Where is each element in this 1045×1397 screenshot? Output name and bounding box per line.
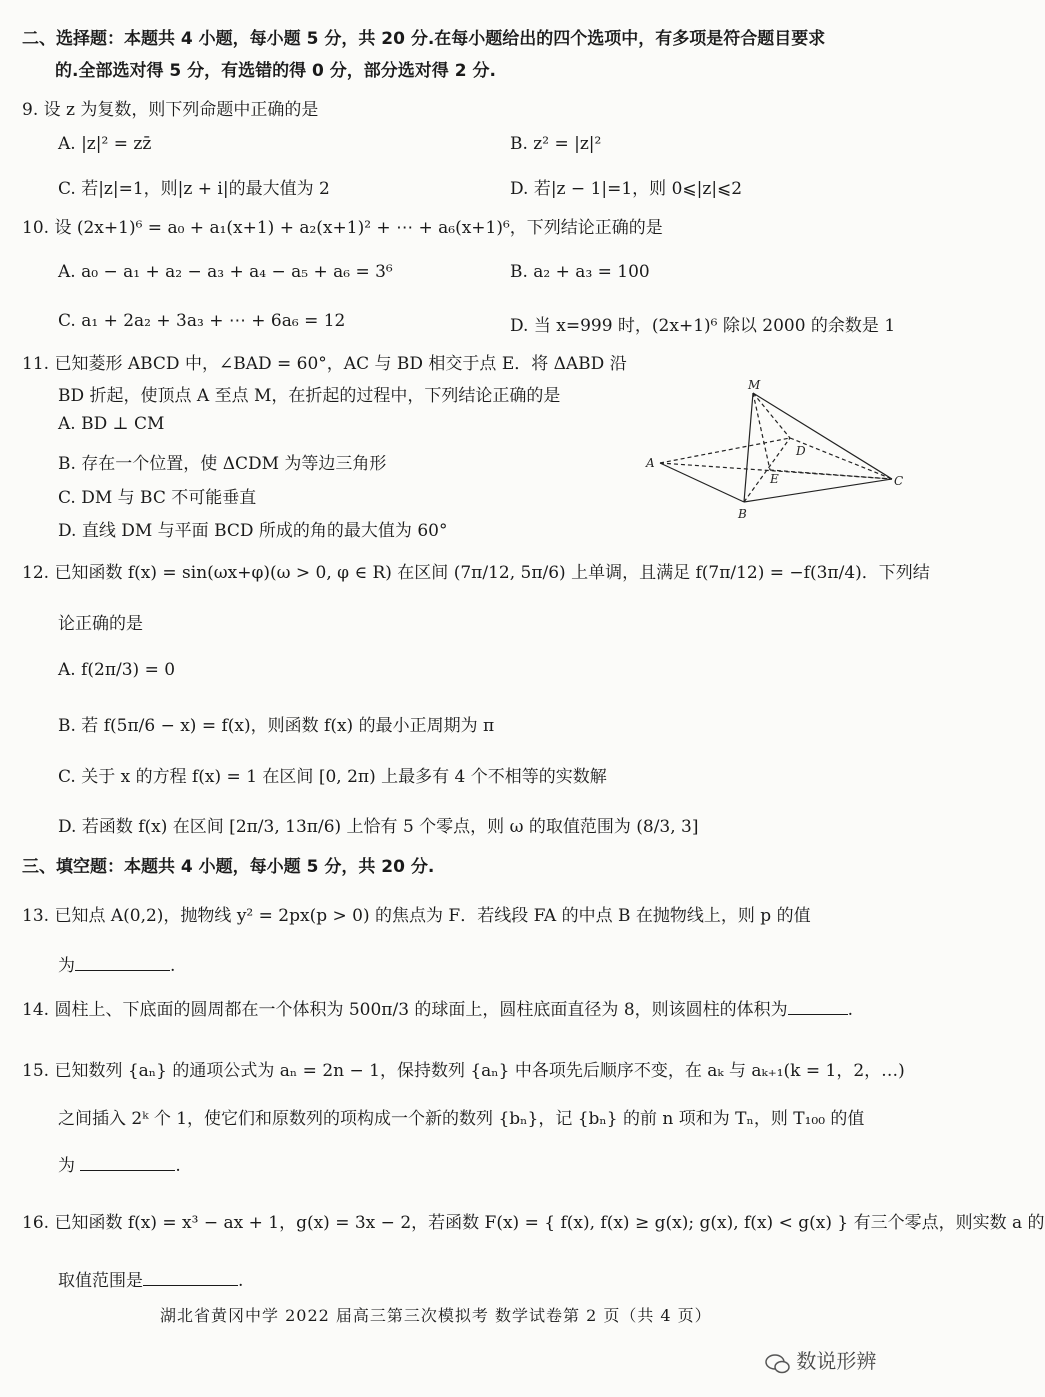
q16-line1: 16. 已知函数 f(x) = x³ − ax + 1，g(x) = 3x − 2，若函数 F(x) = { f(x), f(x) ≥ g(x); g(x), f(x) < g(x) } 有三个零点，则实数 a 的 (22, 1213, 1045, 1233)
q11-stem-line1: 11. 已知菱形 ABCD 中，∠BAD = 60°，AC 与 BD 相交于点 E．将 ΔABD 沿 (22, 354, 627, 374)
q15-line2: 之间插入 2ᵏ 个 1，使它们和原数列的项构成一个新的数列 {bₙ}，记 {bₙ} 的前 n 项和为 Tₙ，则 T₁₀₀ 的值 (58, 1109, 865, 1129)
q12-stem-line2: 论正确的是 (58, 614, 143, 634)
watermark (765, 1345, 876, 1375)
q11-option-a: A. BD ⊥ CM (58, 414, 165, 434)
q15-line3-text: 为 (58, 1156, 75, 1176)
section-2-title-line1: 二、选择题：本题共 4 小题，每小题 5 分，共 20 分.在每小题给出的四个选项中，有多项是符合题目要求 (22, 29, 826, 49)
edge-ad (660, 438, 790, 463)
q11-option-c: C. DM 与 BC 不可能垂直 (58, 488, 257, 508)
label-a: A (646, 456, 655, 470)
q13-line2-text: 为 (58, 956, 75, 976)
label-m: M (748, 378, 761, 392)
q10-stem: 10. 设 (2x+1)⁶ = a₀ + a₁(x+1) + a₂(x+1)² + ⋯ + a₆(x+1)⁶，下列结论正确的是 (22, 218, 663, 238)
page-footer: 湖北省黄冈中学 2022 届高三第三次模拟考 数学试卷第 2 页（共 4 页） (160, 1306, 712, 1325)
q15-line1: 15. 已知数列 {aₙ} 的通项公式为 aₙ = 2n − 1，保持数列 {aₙ} 中各项先后顺序不变，在 aₖ 与 aₖ₊₁(k = 1，2，…) (22, 1061, 905, 1081)
q13-answer-blank[interactable] (75, 956, 170, 971)
wechat-icon (765, 1353, 791, 1375)
q15-line3: 为 . (58, 1156, 181, 1176)
q9-stem: 9. 设 z 为复数，则下列命题中正确的是 (22, 100, 319, 120)
edge-mc (753, 393, 892, 479)
q9-option-a: A. |z|² = zz̄ (58, 134, 152, 154)
q12-stem: 12. 已知函数 f(x) = sin(ωx+φ)(ω > 0, φ ∈ R) 在区间 (7π/12, 5π/6) 上单调，且满足 f(7π/12) = −f(3π/4)．下列结 (22, 563, 930, 583)
q9-option-b: B. z² = |z|² (510, 134, 602, 154)
q16-line2: 取值范围是 . (58, 1271, 244, 1291)
label-e: E (770, 472, 779, 486)
q9-option-c: C. 若|z|=1，则|z + i|的最大值为 2 (58, 179, 330, 199)
q14-text: 14. 圆柱上、下底面的圆周都在一个体积为 500π/3 的球面上，圆柱底面直径为 8，则该圆柱的体积为 (22, 1000, 788, 1020)
label-c: C (894, 474, 904, 488)
edge-me (753, 393, 770, 470)
q10-option-b: B. a₂ + a₃ = 100 (510, 262, 650, 282)
q14-line1: 14. 圆柱上、下底面的圆周都在一个体积为 500π/3 的球面上，圆柱底面直径为 8，则该圆柱的体积为 . (22, 1000, 854, 1020)
q12-option-d: D. 若函数 f(x) 在区间 [2π/3, 13π/6) 上恰有 5 个零点，则 ω 的取值范围为 (8/3, 3] (58, 817, 699, 837)
q12-option-b: B. 若 f(5π/6 − x) = f(x)，则函数 f(x) 的最小正周期为 π (58, 716, 495, 736)
q10-option-c: C. a₁ + 2a₂ + 3a₃ + ⋯ + 6a₆ = 12 (58, 311, 346, 331)
q11-stem-line2: BD 折起，使顶点 A 至点 M，在折起的过程中，下列结论正确的是 (58, 386, 561, 406)
edge-ab (660, 463, 744, 502)
label-b: B (738, 507, 747, 521)
q10-option-d: D. 当 x=999 时，(2x+1)⁶ 除以 2000 的余数是 1 (510, 316, 896, 336)
q14-answer-blank[interactable] (788, 1000, 848, 1015)
q9-option-d: D. 若|z − 1|=1，则 0⩽|z|⩽2 (510, 179, 743, 199)
q12-option-c: C. 关于 x 的方程 f(x) = 1 在区间 [0, 2π) 上最多有 4 个不相等的实数解 (58, 767, 607, 787)
q11-option-d: D. 直线 DM 与平面 BCD 所成的角的最大值为 60° (58, 521, 448, 541)
q12-option-a: A. f(2π/3) = 0 (58, 660, 176, 680)
section-3-title: 三、填空题：本题共 4 小题，每小题 5 分，共 20 分. (22, 857, 435, 877)
q13-line1: 13. 已知点 A(0,2)，抛物线 y² = 2px(p > 0) 的焦点为 F．若线段 FA 的中点 B 在抛物线上，则 p 的值 (22, 906, 811, 926)
q13-line2: 为 . (58, 956, 176, 976)
q15-answer-blank[interactable] (80, 1156, 175, 1171)
q11-folded-rhombus-figure (640, 375, 910, 525)
label-d: D (796, 444, 806, 458)
q10-option-a: A. a₀ − a₁ + a₂ − a₃ + a₄ − a₅ + a₆ = 3⁶ (58, 262, 393, 282)
edge-bc (744, 479, 892, 502)
section-2-title-line2: 的.全部选对得 5 分，有选错的得 0 分，部分选对得 2 分. (55, 61, 496, 81)
q16-answer-blank[interactable] (143, 1271, 238, 1286)
watermark-text: 数说形辨 (796, 1349, 877, 1373)
q11-option-b: B. 存在一个位置，使 ΔCDM 为等边三角形 (58, 454, 387, 474)
edge-mb (744, 393, 753, 502)
q16-line2-text: 取值范围是 (58, 1271, 143, 1291)
